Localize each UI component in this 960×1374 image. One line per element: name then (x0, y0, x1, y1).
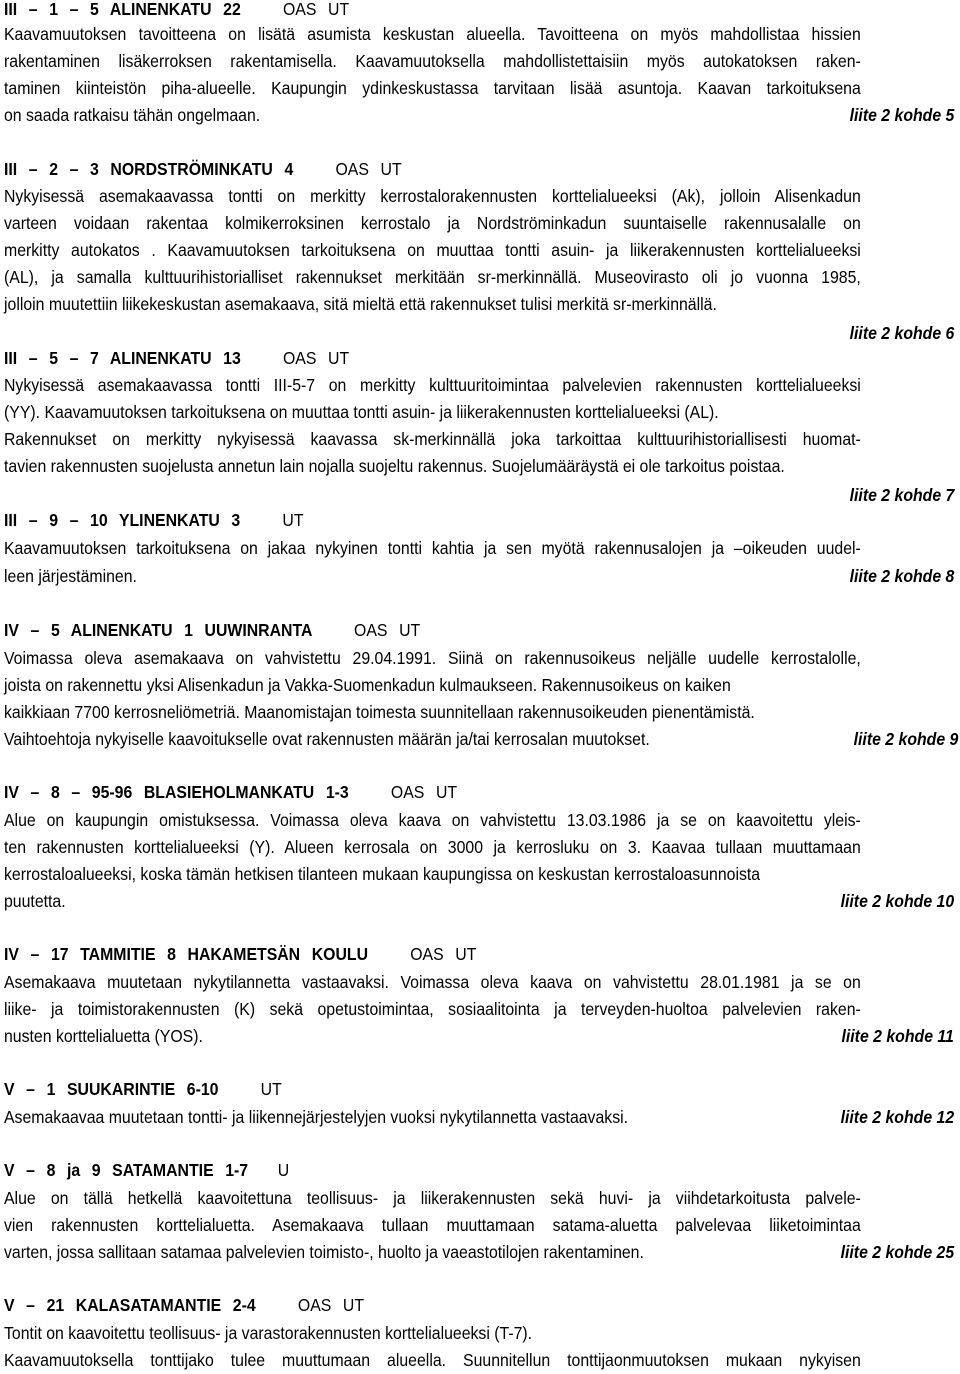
body-line: Asemakaava muutetaan nykytilannetta vastaavaksi. Voimassa oleva kaava on vahvistettu 28.01.1981 ja se on (4, 972, 861, 992)
heading-text: III – 1 – 5 ALINENKATU 22 (4, 0, 241, 19)
status-text: OAS UT (335, 159, 402, 179)
reference-label: liite 2 kohde 7 (849, 485, 954, 505)
section-heading (4, 345, 861, 372)
body-line: kaikkiaan 7700 kerrosneliömetriä. Maanomistajan toimesta suunnitellaan rakennusoikeuden pienentämistä. (4, 702, 755, 722)
reference-label: liite 2 kohde 5 (849, 105, 954, 125)
body-line: Vaihtoehtoja nykyiselle kaavoitukselle ovat rakennusten määrän ja/tai kerrosalan muutokset. (4, 729, 650, 749)
status-text: OAS UT (390, 782, 458, 802)
section-heading (4, 941, 861, 968)
body-line: Kaavamuutoksella tonttijako tulee muuttumaan alueella. Suunnitellun tonttijaonmuutoksen mukaan nykyisen (4, 1350, 861, 1370)
status-text: UT (260, 1079, 282, 1099)
heading-text: III – 5 – 7 ALINENKATU 13 (4, 348, 241, 368)
body-line: kerrostaloalueeksi, koska tämän hetkisen tilanteen mukaan kaupungissa on keskustan kerrostaloasunnoista (4, 864, 761, 884)
heading-text: IV – 5 ALINENKATU 1 UUWINRANTA (4, 620, 312, 640)
body-line: Nykyisessä asemakaavassa tontti on merkitty kerrostalorakennusten korttelialueeksi (Ak), jolloin Alisenkadun (4, 186, 861, 206)
status-text: UT (282, 510, 304, 530)
reference-label: liite 2 kohde 25 (840, 1242, 954, 1262)
body-line: (AL), ja samalla kulttuurihistorialliset rakennukset merkitään sr-merkinnällä. Museovirasto oli jo vuonna 1985, (4, 267, 861, 287)
status-text: OAS UT (297, 1295, 365, 1315)
reference-label: liite 2 kohde 10 (840, 891, 954, 911)
status-text: OAS UT (410, 944, 477, 964)
body-line: Alue on kaupungin omistuksessa. Voimassa oleva kaava on vahvistettu 13.03.1986 ja se on kaavoitettu yleis- (4, 810, 861, 830)
body-line: ten rakennusten korttelialueeksi (Y). Alueen kerrosala on 3000 ja kerrosluku on 3. Kaavaa tullaan muuttamaan (4, 837, 861, 857)
body-line: Voimassa oleva asemakaava on vahvistettu 29.04.1991. Siinä on rakennusoikeus neljälle uudelle kerrostalolle, (4, 648, 861, 668)
heading-text: IV – 8 – 95-96 BLASIEHOLMANKATU 1-3 (4, 782, 349, 802)
reference-label: liite 2 kohde 12 (840, 1107, 954, 1127)
body-line: Tontit on kaavoitettu teollisuus- ja varastorakennusten korttelialueeksi (T-7). (4, 1323, 533, 1343)
section-heading (4, 779, 861, 806)
reference-label: liite 2 kohde 8 (849, 566, 954, 586)
body-line: Kaavamuutoksen tarkoituksena on jakaa nykyinen tontti kahtia ja sen myötä rakennusalojen ja –oikeuden uudel- (4, 538, 861, 558)
body-line: vien rakennusten korttelialuetta. Asemakaava tullaan muuttamaan satama-aluetta palvelevaa liiketoimintaa (4, 1215, 861, 1235)
body-line: nusten korttelialuetta (YOS). (4, 1026, 203, 1046)
body-line: liike- ja toimistorakennusten (K) sekä opetustoimintaa, sosiaalitointa ja terveyden-huoltoa palvelevien raken- (4, 999, 861, 1019)
body-line: rakentaminen lisäkerroksen rakentamisella. Kaavamuutoksella mahdollistettaisiin myös autokatoksen raken- (4, 51, 861, 71)
body-line: varteen voidaan rakentaa kolmikerroksinen kerrostalo ja Nordströminkadun suuntaiselle rakennusalalle on (4, 213, 861, 233)
reference-label: liite 2 kohde 6 (849, 323, 954, 343)
body-line: leen järjestäminen. (4, 566, 137, 586)
body-line: tavien rakennusten suojelusta annetun lain nojalla suojeltu rakennus. Suojelumääräystä ei ole tarkoitus poistaa. (4, 456, 785, 476)
body-line: Nykyisessä asemakaavassa tontti III-5-7 on merkitty kulttuuritoimintaa palvelevien rakennusten korttelialueeksi (4, 375, 861, 395)
body-line: Alue on tällä hetkellä kaavoitettuna teollisuus- ja liikerakennusten sekä huvi- ja viihdetarkoitusta palvele- (4, 1188, 861, 1208)
heading-text: IV – 17 TAMMITIE 8 HAKAMETSÄN KOULU (4, 944, 369, 964)
section-heading (4, 1292, 861, 1319)
section-heading (4, 617, 861, 644)
status-text: OAS UT (282, 0, 350, 19)
section-heading (4, 1157, 861, 1184)
reference-label: liite 2 kohde 11 (841, 1026, 954, 1046)
body-line: taminen kiinteistön piha-alueelle. Kaupungin ydinkeskustassa tarvitaan lisää asuntoja. Kaavan tarkoituksena (4, 78, 861, 98)
status-text: U (277, 1160, 290, 1180)
body-line: Kaavamuutoksen tavoitteena on lisätä asumista keskustan alueella. Tavoitteena on myös mahdollistaa hissien (4, 24, 861, 44)
body-line: Asemakaavaa muutetaan tontti- ja liikennejärjestelyjen vuoksi nykytilannetta vastaavaksi. (4, 1107, 629, 1127)
body-line: merkitty autokatos . Kaavamuutoksen tarkoituksena on muuttaa tontti asuin- ja liikerakennusten korttelialueeksi (4, 240, 861, 260)
body-line: puutetta. (4, 891, 66, 911)
section-heading (4, 156, 861, 183)
heading-text: V – 21 KALASATAMANTIE 2-4 (4, 1295, 256, 1315)
section-heading (4, 507, 861, 534)
heading-text: III – 9 – 10 YLINENKATU 3 (4, 510, 241, 530)
section-heading (4, 0, 861, 23)
body-line: on saada ratkaisu tähän ongelmaan. (4, 105, 261, 125)
body-line: jolloin muutettiin liikekeskustan asemakaava, sitä mieltä että rakennukset tulisi merkitä sr-merkinnällä. (4, 294, 717, 314)
body-line: Rakennukset on merkitty nykyisessä kaavassa sk-merkinnällä joka tarkoittaa kulttuurihistoriallisesti huomat- (4, 429, 861, 449)
status-text: OAS UT (354, 620, 421, 640)
body-line: (YY). Kaavamuutoksen tarkoituksena on muuttaa tontti asuin- ja liikerakennusten korttelialueeksi (AL). (4, 402, 719, 422)
section-heading (4, 1076, 861, 1103)
body-line: varten, jossa sallitaan satamaa palvelevien toimisto-, huolto ja vaeastotilojen rakentaminen. (4, 1242, 644, 1262)
reference-label: liite 2 kohde 9 (853, 729, 958, 749)
heading-text: V – 8 ja 9 SATAMANTIE 1-7 (4, 1160, 249, 1180)
status-text: OAS UT (282, 348, 350, 368)
heading-text: III – 2 – 3 NORDSTRÖMINKATU 4 (4, 159, 294, 179)
heading-text: V – 1 SUUKARINTIE 6-10 (4, 1079, 219, 1099)
body-line: joista on rakennettu yksi Alisenkadun ja Vakka-Suomenkadun kulmaukseen. Rakennusoikeus on kaiken (4, 675, 731, 695)
